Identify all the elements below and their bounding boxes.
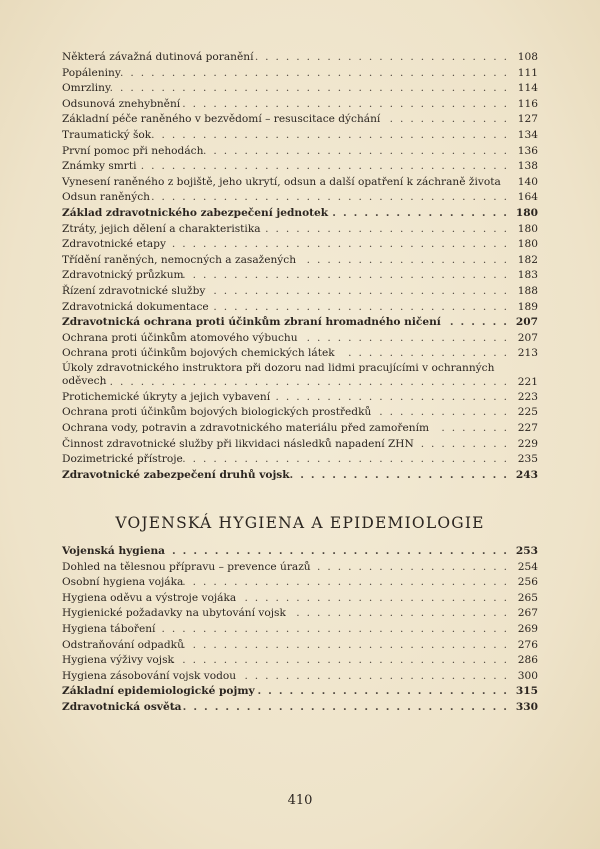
toc-entry: [62, 315, 542, 331]
toc-entry-title: Zdravotnická ochrana proti účinkům zbraní hromadného ničení: [62, 316, 441, 329]
toc-entry: [62, 253, 542, 269]
toc-entry-title: Třídění raněných, nemocných a zasažených: [62, 253, 297, 266]
toc-entry: [62, 622, 542, 638]
toc-entry-page: 269: [517, 622, 538, 635]
toc-entry-page: 276: [517, 638, 538, 651]
toc-entry: [62, 190, 542, 206]
toc-entry-title: Vynesení raněného z bojiště, jeho ukrytí, odsun a další opatření k záchraně života: [62, 175, 501, 188]
toc-entry-page: 180: [515, 206, 538, 219]
dot-leader: ..........................: [244, 591, 514, 604]
toc-entry-page: 213: [517, 347, 538, 360]
toc-entry-title: Hygiena oděvu a výstroje vojáka: [62, 591, 237, 604]
toc-entry-title: Omrzliny: [62, 82, 111, 95]
toc-entry: [62, 575, 542, 591]
toc-entry-page: 227: [517, 422, 538, 435]
dot-leader: ................................: [182, 576, 514, 589]
toc-entry-page: 223: [517, 390, 538, 403]
dot-leader: ......: [449, 316, 514, 329]
dot-leader: ................: [348, 347, 514, 360]
toc-entry-page: 254: [517, 560, 538, 573]
dot-leader: .......................: [275, 390, 514, 403]
toc-entry-page: 253: [515, 545, 538, 557]
toc-entry-page: 229: [517, 437, 538, 450]
toc-entry-title: Ochrana proti účinkům bojových biologických prostředků: [62, 406, 372, 419]
toc-entry-page: 188: [517, 284, 538, 297]
toc-entry-page: 180: [517, 238, 538, 251]
toc-entry-title: Hygiena táboření: [62, 622, 156, 635]
toc-entry-title: Zdravotnický průzkum: [62, 269, 184, 282]
dot-leader: .................................: [171, 238, 514, 251]
toc-entry-title: Hygienické požadavky na ubytování vojsk: [62, 607, 286, 620]
toc-entry: [62, 81, 542, 97]
toc-entry-title: Základní péče raněného v bezvědomí – resuscitace dýchání: [62, 113, 381, 126]
toc-entry-title: Ochrana vody, potravin a zdravotnického materiálu před zamořením: [62, 422, 429, 435]
toc-entry-page: 183: [517, 269, 538, 282]
toc-entry-page: 111: [517, 66, 538, 79]
dot-leader: ...................: [317, 560, 514, 573]
toc-entry-title: Traumatický šok: [62, 128, 152, 141]
toc-entry-title: Hygiena zásobování vojsk vodou: [62, 669, 237, 682]
toc-section-hygiene: [62, 544, 542, 716]
dot-leader: ..............................: [202, 144, 514, 157]
dot-leader: .......: [441, 422, 514, 435]
toc-entry: [62, 237, 542, 253]
toc-entry-page: 114: [517, 82, 538, 95]
toc-entry: [62, 606, 542, 622]
toc-entry-title: Základní epidemiologické pojmy: [62, 685, 255, 698]
toc-entry: [62, 390, 542, 406]
toc-entry: [62, 452, 542, 468]
toc-entry-title: Zdravotnické zabezpečení druhů vojsk: [62, 468, 290, 481]
toc-entry: [62, 684, 542, 700]
toc-entry-page: 330: [515, 700, 538, 713]
toc-entry: [62, 268, 542, 284]
dot-leader: ........................: [265, 222, 514, 235]
toc-entry: [62, 669, 542, 685]
toc-entry-title: Ochrana proti účinkům atomového výbuchu: [62, 331, 298, 344]
dot-leader: ................................: [182, 453, 514, 466]
toc-entry-title: Řízení zdravotnické služby: [62, 284, 206, 297]
toc-entry-page: 225: [517, 406, 538, 419]
dot-leader: .............................: [213, 284, 514, 297]
toc-entry: [62, 222, 542, 238]
toc-entry: [62, 128, 542, 144]
toc-entry-title: Protichemické úkryty a jejich vybavení: [62, 390, 271, 403]
toc-entry-page: 265: [517, 591, 538, 604]
toc-entry: [62, 284, 542, 300]
dot-leader: .............: [379, 406, 514, 419]
toc-entry: [62, 331, 542, 347]
dot-leader: ..................................: [161, 622, 514, 635]
toc-entry-title: Zdravotnické etapy: [62, 238, 166, 251]
dot-leader: ......................................: [120, 66, 514, 79]
toc-entry: [62, 468, 542, 484]
dot-leader: .................: [332, 206, 514, 219]
toc-entry-title: Hygiena výživy vojsk: [62, 654, 174, 667]
dot-leader: .....................: [289, 468, 514, 481]
toc-entry-title: Ztráty, jejich dělení a charakteristika: [62, 222, 261, 235]
dot-leader: ................................: [182, 269, 514, 282]
dot-leader: ..........................: [244, 669, 514, 682]
dot-leader: ............: [389, 113, 514, 126]
dot-leader: ................................: [171, 700, 514, 713]
toc-entry: [62, 97, 542, 113]
toc-entry-page: 300: [517, 669, 538, 682]
toc-entry-page: 267: [517, 607, 538, 620]
toc-entry-title: První pomoc při nehodách: [62, 144, 204, 157]
toc-entry-page: 108: [517, 51, 538, 63]
toc-entry-title: Odsunová znehybnění: [62, 97, 181, 110]
toc-entry-title: Odsun raněných: [62, 191, 150, 204]
toc-entry: [62, 700, 542, 716]
section-heading: VOJENSKÁ HYGIENA A EPIDEMIOLOGIE: [115, 514, 485, 532]
toc-section-first-aid: [62, 50, 542, 483]
toc-entry-page: 134: [517, 128, 538, 141]
dot-leader: .............................: [213, 300, 514, 313]
toc-entry-page: 136: [517, 144, 538, 157]
dot-leader: ...................................: [151, 128, 514, 141]
dot-leader: ...................................: [151, 191, 514, 204]
dot-leader: ....................................: [140, 160, 514, 173]
dot-leader: ....................: [306, 253, 514, 266]
toc-entry: [62, 421, 542, 437]
toc-entry-page: 140: [517, 175, 538, 188]
dot-leader: ....................: [306, 331, 514, 344]
dot-leader: .........................: [254, 51, 514, 63]
toc-entry-page: 164: [517, 191, 538, 204]
toc-entry-title: Známky smrti: [62, 160, 137, 173]
dot-leader: .........: [420, 437, 514, 450]
dot-leader: .................................: [161, 545, 514, 557]
toc-entry-page: 221: [517, 375, 538, 388]
dot-leader: .......................................: [109, 82, 514, 95]
toc-entry-title: Odstraňování odpadků: [62, 638, 184, 651]
toc-entry: [62, 591, 542, 607]
dot-leader: ................................: [182, 638, 514, 651]
toc-entry-page: 256: [517, 576, 538, 589]
toc-entry: [62, 66, 542, 82]
dot-leader: ........................: [257, 685, 514, 698]
toc-entry-title: Osobní hygiena vojáka: [62, 576, 184, 589]
toc-entry-title: Některá závažná dutinová poranění: [62, 51, 254, 63]
toc-entry: [62, 50, 542, 66]
toc-entry: [62, 346, 542, 362]
dot-leader: ................................: [182, 97, 514, 110]
dot-leader: .....................: [296, 607, 514, 620]
toc-entry-title: Zdravotnická dokumentace: [62, 300, 209, 313]
toc-entry-page: 116: [517, 97, 538, 110]
toc-entry: [62, 544, 542, 560]
page-number: 410: [287, 793, 313, 808]
toc-entry: [62, 112, 542, 128]
toc-entry: [62, 159, 542, 175]
toc-entry-title: Dozimetrické přístroje: [62, 453, 183, 466]
toc-entry: [62, 144, 542, 160]
toc-entry-title: Ochrana proti účinkům bojových chemických látek: [62, 347, 335, 360]
toc-entry-page: 235: [517, 453, 538, 466]
toc-entry: [62, 638, 542, 654]
toc-entry: [62, 206, 542, 222]
toc-entry: [62, 405, 542, 421]
toc-entry: [62, 653, 542, 669]
toc-entry-page: 189: [517, 300, 538, 313]
toc-entry-title: Zdravotnická osvěta: [62, 700, 182, 713]
dot-leader: ........................................: [99, 375, 514, 388]
toc-entry-title: Vojenská hygiena: [62, 545, 166, 557]
toc-entry-title: Popáleniny: [62, 66, 121, 79]
dot-leader: .................................: [171, 654, 514, 667]
toc-entry-title: Dohled na tělesnou přípravu – prevence úrazů: [62, 560, 311, 573]
toc-entry: [62, 175, 542, 191]
toc-entry-page: 286: [517, 654, 538, 667]
toc-entry: [62, 560, 542, 576]
toc-entry-title: Základ zdravotnického zabezpečení jednotek: [62, 206, 329, 219]
toc-entry-page: 180: [517, 222, 538, 235]
toc-entry-page: 127: [517, 113, 538, 126]
toc-entry-page: 138: [517, 160, 538, 173]
toc-entry-page: 207: [517, 331, 538, 344]
toc-entry-page: 182: [517, 253, 538, 266]
toc-entry: [62, 300, 542, 316]
toc-entry-page: 243: [515, 468, 538, 481]
toc-entry: [62, 437, 542, 453]
toc-entry: [62, 362, 542, 390]
toc-entry-page: 315: [515, 685, 538, 698]
toc-entry-title: Činnost zdravotnické služby při likvidaci následků napadení ZHN: [62, 437, 414, 450]
toc-entry-title: Úkoly zdravotnického instruktora při dozoru nad lidmi pracujícími v ochranných oděvech: [62, 361, 495, 387]
toc-entry-page: 207: [515, 316, 538, 329]
